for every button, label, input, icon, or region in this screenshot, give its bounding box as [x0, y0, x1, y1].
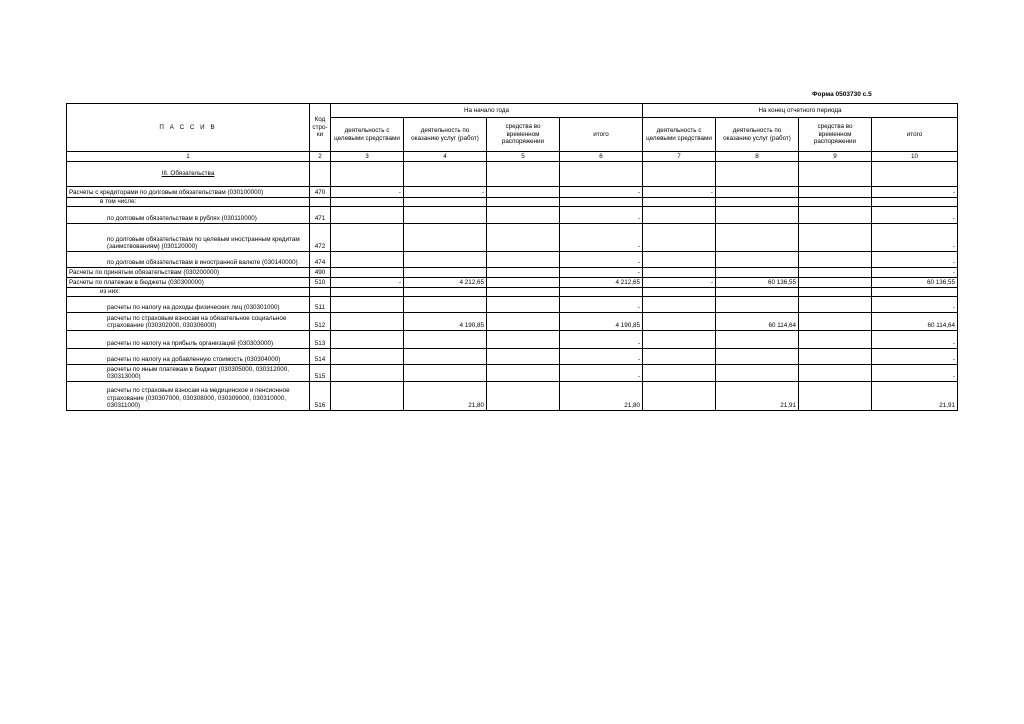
value-cell — [487, 313, 560, 331]
value-cell — [404, 331, 487, 349]
value-cell: 4 212,65 — [560, 278, 643, 288]
value-cell — [487, 224, 560, 252]
row-label: из них: — [67, 288, 310, 297]
row-code: 514 — [310, 349, 331, 365]
table-row — [67, 252, 958, 268]
value-cell — [331, 365, 404, 382]
value-cell — [716, 331, 799, 349]
table-row — [67, 278, 958, 288]
value-cell — [643, 268, 716, 278]
col-header-targeted-start: деятельность с целевыми средствами — [331, 118, 404, 152]
col-header-services-end: деятельность по оказанию услуг (работ) — [716, 118, 799, 152]
table-row — [67, 313, 958, 331]
column-number: 10 — [872, 152, 958, 162]
column-numbers-row — [67, 152, 958, 162]
value-cell — [716, 288, 799, 297]
value-cell — [872, 198, 958, 207]
value-cell — [487, 288, 560, 297]
value-cell: 21,80 — [404, 382, 487, 411]
value-cell: - — [331, 187, 404, 198]
value-cell: - — [560, 331, 643, 349]
value-cell: - — [331, 278, 404, 288]
value-cell — [331, 331, 404, 349]
row-label: Расчеты с кредиторами по долговым обязательствам (030100000) — [67, 187, 310, 198]
value-cell — [716, 198, 799, 207]
value-cell — [404, 207, 487, 224]
row-label: расчеты по налогу на прибыль организаций (030303000) — [67, 331, 310, 349]
value-cell — [331, 252, 404, 268]
col-header-total-start: итого — [560, 118, 643, 152]
value-cell: 4 212,65 — [404, 278, 487, 288]
table-row — [67, 268, 958, 278]
value-cell: - — [560, 365, 643, 382]
value-cell: - — [643, 278, 716, 288]
column-number: 4 — [404, 152, 487, 162]
value-cell — [487, 365, 560, 382]
value-cell — [872, 288, 958, 297]
value-cell — [404, 198, 487, 207]
value-cell — [487, 278, 560, 288]
value-cell — [560, 288, 643, 297]
column-number: 6 — [560, 152, 643, 162]
row-label: расчеты по страховым взносам на медицинское и пенсионное страхование (030307000, 030308000, 030309000, 030310000, 030311000) — [67, 382, 310, 411]
value-cell — [487, 349, 560, 365]
value-cell — [560, 198, 643, 207]
value-cell — [799, 278, 872, 288]
table-row — [67, 365, 958, 382]
row-label: в том числе: — [67, 198, 310, 207]
value-cell — [643, 224, 716, 252]
value-cell — [331, 288, 404, 297]
value-cell — [643, 288, 716, 297]
value-cell: - — [560, 349, 643, 365]
row-code: 472 — [310, 224, 331, 252]
value-cell — [404, 268, 487, 278]
value-cell — [404, 349, 487, 365]
table-row — [67, 331, 958, 349]
value-cell — [487, 187, 560, 198]
value-cell — [799, 187, 872, 198]
value-cell — [716, 365, 799, 382]
value-cell — [799, 268, 872, 278]
value-cell: - — [872, 297, 958, 313]
table-row — [67, 198, 958, 207]
value-cell — [799, 297, 872, 313]
value-cell — [643, 313, 716, 331]
value-cell — [643, 198, 716, 207]
row-label: расчеты по налогу на добавленную стоимость (030304000) — [67, 349, 310, 365]
value-cell — [799, 382, 872, 411]
column-number: 3 — [331, 152, 404, 162]
value-cell — [331, 224, 404, 252]
value-cell — [799, 331, 872, 349]
value-cell — [716, 349, 799, 365]
col-header-total-end: итого — [872, 118, 958, 152]
value-cell: - — [872, 187, 958, 198]
value-cell: - — [560, 252, 643, 268]
value-cell — [716, 187, 799, 198]
value-cell — [643, 252, 716, 268]
row-code: 515 — [310, 365, 331, 382]
value-cell — [487, 331, 560, 349]
value-cell — [331, 198, 404, 207]
column-number: 5 — [487, 152, 560, 162]
value-cell — [487, 252, 560, 268]
value-cell — [487, 198, 560, 207]
row-label: по долговым обязательствам в иностранной валюте (030140000) — [67, 252, 310, 268]
row-label: расчеты по иным платежам в бюджет (030305000, 030312000, 030313000) — [67, 365, 310, 382]
row-label: Расчеты по платежам в бюджеты (030300000) — [67, 278, 310, 288]
value-cell — [643, 331, 716, 349]
table-row — [67, 224, 958, 252]
value-cell — [643, 207, 716, 224]
value-cell — [487, 382, 560, 411]
value-cell — [799, 207, 872, 224]
value-cell: - — [872, 207, 958, 224]
value-cell: - — [560, 224, 643, 252]
section-title: III. Обязательства — [67, 162, 310, 187]
value-cell: 60 136,55 — [872, 278, 958, 288]
value-cell: - — [560, 187, 643, 198]
row-label: расчеты по налогу на доходы физических лиц (030301000) — [67, 297, 310, 313]
value-cell: 21,91 — [872, 382, 958, 411]
col-header-targeted-end: деятельность с целевыми средствами — [643, 118, 716, 152]
row-code — [310, 198, 331, 207]
value-cell — [799, 224, 872, 252]
value-cell — [487, 297, 560, 313]
value-cell — [643, 382, 716, 411]
value-cell: - — [872, 252, 958, 268]
value-cell: 4 190,85 — [560, 313, 643, 331]
value-cell: 60 114,64 — [872, 313, 958, 331]
value-cell — [331, 207, 404, 224]
col-header-temporary-start: средства во временном распоряжении — [487, 118, 560, 152]
value-cell — [716, 297, 799, 313]
table-row — [67, 187, 958, 198]
form-code-label: Форма 0503730 с.5 — [812, 91, 872, 98]
column-number: 1 — [67, 152, 310, 162]
row-code: 490 — [310, 268, 331, 278]
value-cell — [404, 252, 487, 268]
col-header-temporary-end: средства во временном распоряжении — [799, 118, 872, 152]
col-header-services-start: деятельность по оказанию услуг (работ) — [404, 118, 487, 152]
column-number: 7 — [643, 152, 716, 162]
row-code: 513 — [310, 331, 331, 349]
value-cell — [799, 313, 872, 331]
row-code: 470 — [310, 187, 331, 198]
row-label: по долговым обязательствам в рублях (030110000) — [67, 207, 310, 224]
col-header-period-start: На начало года — [331, 104, 643, 118]
value-cell: 60 114,64 — [716, 313, 799, 331]
row-code: 471 — [310, 207, 331, 224]
value-cell — [799, 252, 872, 268]
value-cell: 4 190,85 — [404, 313, 487, 331]
value-cell — [331, 268, 404, 278]
value-cell — [404, 297, 487, 313]
value-cell — [331, 297, 404, 313]
value-cell: 60 136,55 — [716, 278, 799, 288]
value-cell: - — [872, 365, 958, 382]
column-number: 9 — [799, 152, 872, 162]
col-header-code: Код стро-ки — [310, 104, 331, 152]
row-code: 516 — [310, 382, 331, 411]
table-row — [67, 297, 958, 313]
value-cell — [716, 268, 799, 278]
row-code: 510 — [310, 278, 331, 288]
value-cell: - — [560, 297, 643, 313]
row-code — [310, 288, 331, 297]
table-row — [67, 382, 958, 411]
value-cell — [487, 207, 560, 224]
row-code: 512 — [310, 313, 331, 331]
value-cell: - — [643, 187, 716, 198]
row-code: 474 — [310, 252, 331, 268]
col-header-period-end: На конец отчетного периода — [643, 104, 958, 118]
liabilities-table — [66, 103, 958, 411]
value-cell: - — [872, 268, 958, 278]
value-cell: - — [872, 349, 958, 365]
value-cell — [799, 198, 872, 207]
table-row — [67, 288, 958, 297]
value-cell — [643, 349, 716, 365]
value-cell: - — [872, 224, 958, 252]
row-label: по долговым обязательствам по целевым иностранным кредитам (заимствованиям) (030120000) — [67, 224, 310, 252]
table-row — [67, 349, 958, 365]
value-cell: - — [560, 268, 643, 278]
value-cell — [643, 297, 716, 313]
table-row — [67, 207, 958, 224]
row-label: Расчеты по принятым обязательствам (030200000) — [67, 268, 310, 278]
value-cell — [404, 288, 487, 297]
value-cell: - — [560, 207, 643, 224]
value-cell: 21,91 — [716, 382, 799, 411]
column-number: 2 — [310, 152, 331, 162]
row-label: расчеты по страховым взносам на обязательное социальное страхование (030302000, 030306000) — [67, 313, 310, 331]
value-cell: - — [404, 187, 487, 198]
row-code: 511 — [310, 297, 331, 313]
value-cell — [331, 349, 404, 365]
value-cell — [404, 365, 487, 382]
value-cell — [716, 207, 799, 224]
value-cell — [331, 382, 404, 411]
value-cell — [716, 252, 799, 268]
value-cell — [716, 224, 799, 252]
value-cell — [404, 224, 487, 252]
col-header-passiv: П А С С И В — [67, 104, 310, 152]
value-cell — [799, 365, 872, 382]
value-cell: 21,80 — [560, 382, 643, 411]
value-cell — [799, 288, 872, 297]
value-cell — [799, 349, 872, 365]
column-number: 8 — [716, 152, 799, 162]
value-cell — [487, 268, 560, 278]
value-cell: - — [872, 331, 958, 349]
value-cell — [331, 313, 404, 331]
value-cell — [643, 365, 716, 382]
